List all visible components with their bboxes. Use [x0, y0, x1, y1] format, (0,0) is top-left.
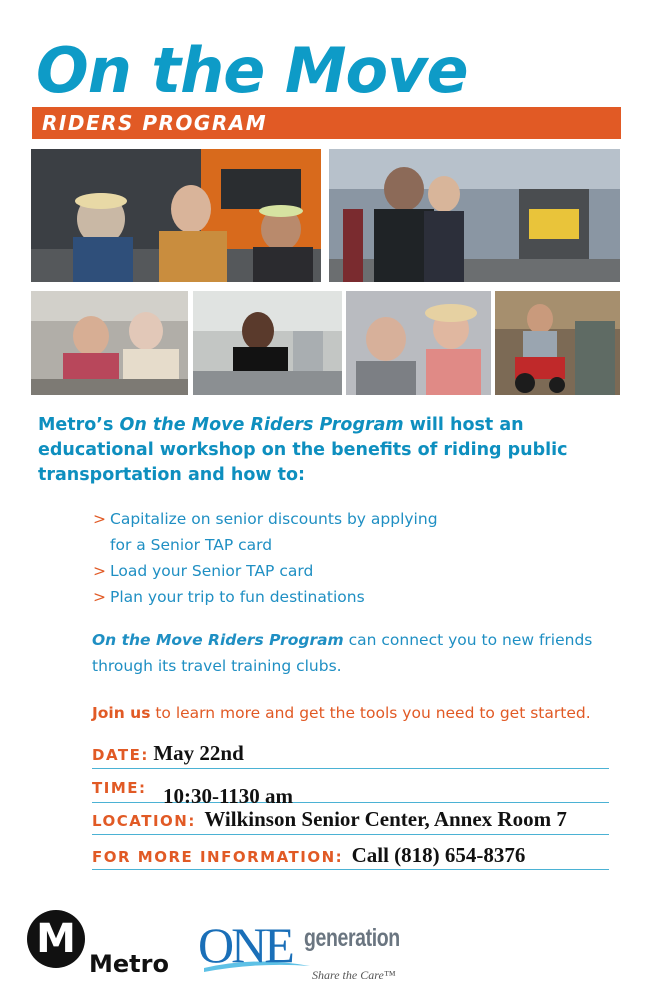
time-value: 10:30-1130 am [162, 784, 294, 808]
benefits-list [93, 506, 438, 610]
location-label: LOCATION: [92, 812, 196, 830]
list-item: > Capitalize on senior discounts by applying [93, 510, 438, 528]
couple-riding-photo [346, 291, 491, 395]
onegen-one: ONE [198, 917, 292, 973]
page-title: On the Move [36, 34, 468, 107]
woman-at-counter-photo [193, 291, 342, 395]
metro-logo-icon: M [27, 910, 85, 968]
intro-line-1: Metro’s On the Move Riders Program will host an [38, 415, 524, 435]
clubs-paragraph: On the Move Riders Program can connect you to new friends through its travel training clubs. [92, 631, 593, 675]
date-value: May 22nd [153, 741, 244, 765]
seniors-on-platform-photo [31, 149, 321, 282]
time-row [92, 779, 609, 808]
intro-line-3: transportation and how to: [38, 465, 305, 485]
wheelchair-rider-photo [495, 291, 620, 395]
location-value: Wilkinson Senior Center, Annex Room 7 [204, 807, 567, 831]
list-item: > Plan your trip to fun destinations [93, 588, 365, 606]
women-chatting-photo [31, 291, 188, 395]
info-label: FOR MORE INFORMATION: [92, 848, 344, 866]
onegeneration-logo [198, 918, 408, 988]
onegen-tagline: Share the Care™ [312, 968, 396, 982]
info-row [92, 843, 609, 870]
join-us-paragraph: Join us to learn more and get the tools you need to get started. [92, 704, 591, 722]
location-row [92, 807, 609, 835]
time-label: TIME: [92, 779, 147, 797]
program-banner: RIDERS PROGRAM [32, 107, 621, 139]
list-item: for a Senior TAP card [110, 536, 273, 554]
list-item: > Load your Senior TAP card [93, 562, 314, 580]
metro-wordmark: Metro [89, 950, 169, 978]
info-value: Call (818) 654-8376 [351, 843, 526, 867]
onegen-generation: generation [304, 924, 400, 952]
riders-at-station-photo [329, 149, 620, 282]
date-row [92, 741, 609, 769]
date-label: DATE: [92, 746, 149, 764]
intro-text [38, 413, 618, 488]
intro-line-2: educational workshop on the benefits of riding public [38, 440, 568, 460]
